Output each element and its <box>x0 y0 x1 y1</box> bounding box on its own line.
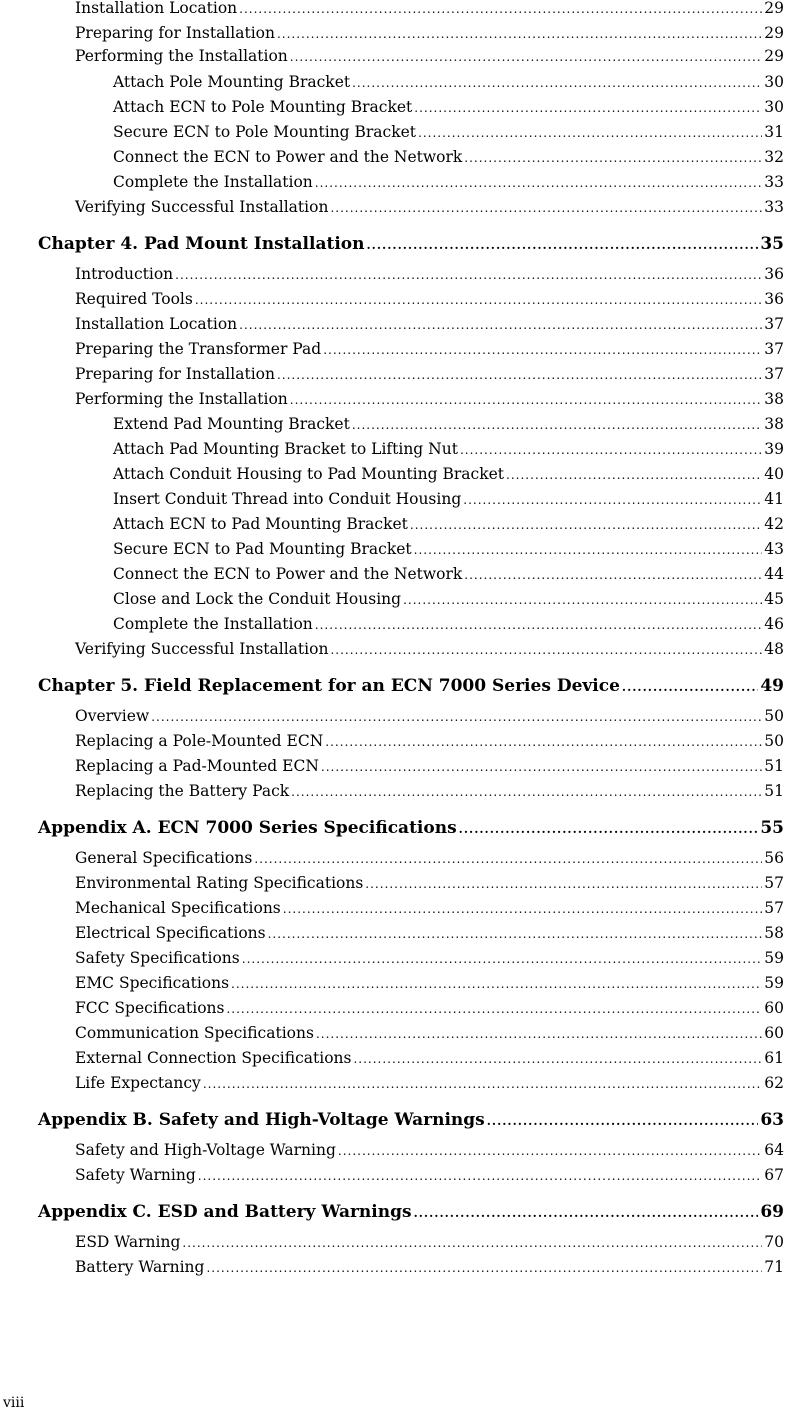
toc-leader <box>330 198 762 218</box>
toc-entry-page: 49 <box>760 676 784 696</box>
toc-entry-title: Verifying Successful Installation <box>75 198 329 216</box>
toc-entry-title: Performing the Installation <box>75 390 288 408</box>
toc-entry-page: 42 <box>764 515 784 533</box>
toc-entry[interactable] <box>75 1232 784 1253</box>
toc-leader <box>195 290 762 310</box>
toc-entry-title: Safety Warning <box>75 1166 196 1184</box>
toc-entry[interactable] <box>75 1165 784 1186</box>
toc-entry-title: Preparing for Installation <box>75 24 275 42</box>
toc-entry[interactable] <box>113 122 784 143</box>
toc-entry-title: Attach ECN to Pole Mounting Bracket <box>113 98 413 116</box>
toc-leader <box>290 390 762 410</box>
toc-leader <box>239 315 762 335</box>
toc-leader <box>277 24 762 44</box>
toc-leader <box>463 490 762 510</box>
toc-entry-page: 50 <box>764 707 784 725</box>
toc-entry-page: 50 <box>764 732 784 750</box>
toc-entry-page: 37 <box>764 315 784 333</box>
toc-entry-title: ESD Warning <box>75 1233 181 1251</box>
toc-entry-title: Connect the ECN to Power and the Network <box>113 148 463 166</box>
toc-entry[interactable] <box>75 706 784 727</box>
toc-entry-title: Secure ECN to Pole Mounting Bracket <box>113 123 417 141</box>
toc-entry-title: Complete the Installation <box>113 173 313 191</box>
toc-entry-page: 45 <box>764 590 784 608</box>
toc-entry[interactable] <box>75 998 784 1019</box>
toc-entry-title: Mechanical Specifications <box>75 899 281 917</box>
toc-entry[interactable] <box>75 389 784 410</box>
toc-entry-page: 58 <box>764 924 784 942</box>
toc-entry[interactable] <box>75 848 784 869</box>
toc-entry-page: 36 <box>764 290 784 308</box>
toc-leader <box>352 73 762 93</box>
toc-entry-title: Attach ECN to Pad Mounting Bracket <box>113 515 408 533</box>
toc-chapter-heading[interactable] <box>38 676 784 697</box>
toc-entry-page: 32 <box>764 148 784 166</box>
toc-leader <box>353 1049 762 1069</box>
toc-entry-page: 44 <box>764 565 784 583</box>
toc-entry[interactable] <box>113 489 784 510</box>
toc-entry-page: 59 <box>764 974 784 992</box>
toc-entry-title: General Specifications <box>75 849 253 867</box>
toc-entry[interactable] <box>75 1023 784 1044</box>
toc-leader <box>414 540 763 560</box>
toc-entry-page: 46 <box>764 615 784 633</box>
toc-entry-title: Required Tools <box>75 290 193 308</box>
toc-leader <box>315 173 762 193</box>
toc-leader <box>315 615 762 635</box>
toc-leader <box>175 265 762 285</box>
toc-leader <box>291 782 762 802</box>
toc-entry[interactable] <box>75 639 784 660</box>
toc-entry-title: Attach Pole Mounting Bracket <box>113 73 351 91</box>
toc-entry-title: Verifying Successful Installation <box>75 640 329 658</box>
toc-entry-title: Chapter 4. Pad Mount Installation <box>38 234 365 254</box>
toc-chapter-heading[interactable] <box>38 234 784 255</box>
toc-entry-title: Preparing for Installation <box>75 365 275 383</box>
toc-entry-title: Communication Specifications <box>75 1024 314 1042</box>
toc-leader <box>268 924 763 944</box>
toc-leader <box>283 899 763 919</box>
toc-entry-page: 51 <box>764 782 784 800</box>
toc-entry-title: Installation Location <box>75 315 238 333</box>
toc-leader <box>365 874 762 894</box>
toc-entry-page: 62 <box>764 1074 784 1092</box>
toc-entry-title: Connect the ECN to Power and the Network <box>113 565 463 583</box>
toc-entry-page: 48 <box>764 640 784 658</box>
toc-entry-page: 64 <box>764 1141 784 1159</box>
toc-entry-page: 43 <box>764 540 784 558</box>
toc-entry[interactable] <box>75 756 784 777</box>
toc-entry-title: Battery Warning <box>75 1258 205 1276</box>
toc-entry-page: 69 <box>760 1202 784 1222</box>
toc-entry[interactable] <box>75 873 784 894</box>
toc-entry[interactable] <box>113 589 784 610</box>
toc-entry-page: 36 <box>764 265 784 283</box>
toc-entry-title: EMC Specifications <box>75 974 230 992</box>
toc-entry-title: Replacing a Pole-Mounted ECN <box>75 732 324 750</box>
page-number: viii <box>3 1395 25 1411</box>
toc-entry-page: 71 <box>764 1258 784 1276</box>
toc-entry[interactable] <box>113 439 784 460</box>
toc-entry-title: Life Expectancy <box>75 1074 201 1092</box>
toc-entry-title: Complete the Installation <box>113 615 313 633</box>
toc-chapter-heading[interactable] <box>38 818 784 839</box>
toc-leader <box>506 465 762 485</box>
toc-entry-title: Secure ECN to Pad Mounting Bracket <box>113 540 412 558</box>
toc-entry[interactable] <box>113 514 784 535</box>
toc-leader <box>622 677 758 697</box>
toc-entry[interactable] <box>75 264 784 285</box>
toc-entry[interactable] <box>75 973 784 994</box>
toc-entry-title: Chapter 5. Field Replacement for an ECN 7000 Series Device <box>38 676 620 696</box>
toc-entry-page: 57 <box>764 899 784 917</box>
toc-entry-title: Overview <box>75 707 150 725</box>
toc-leader <box>242 949 763 969</box>
toc-leader <box>321 757 762 777</box>
toc-entry[interactable] <box>75 1073 784 1094</box>
toc-entry[interactable] <box>75 781 784 802</box>
toc-entry[interactable] <box>75 1257 784 1278</box>
toc-entry-page: 63 <box>760 1110 784 1130</box>
toc-entry[interactable] <box>113 564 784 585</box>
toc-entry-page: 51 <box>764 757 784 775</box>
toc-entry-title: Insert Conduit Thread into Conduit Housing <box>113 490 462 508</box>
toc-entry-title: Appendix C. ESD and Battery Warnings <box>38 1202 412 1222</box>
toc-entry-page: 61 <box>764 1049 784 1067</box>
toc-entry-page: 30 <box>764 73 784 91</box>
toc-entry-title: Preparing the Transformer Pad <box>75 340 322 358</box>
toc-leader <box>277 365 762 385</box>
toc-leader <box>352 415 762 435</box>
toc-leader <box>226 999 762 1019</box>
toc-entry-title: Close and Lock the Conduit Housing <box>113 590 402 608</box>
toc-entry-title: Replacing a Pad-Mounted ECN <box>75 757 319 775</box>
toc-entry-page: 29 <box>764 47 784 65</box>
toc-entry-page: 39 <box>764 440 784 458</box>
toc-leader <box>254 849 762 869</box>
toc-entry-page: 41 <box>764 490 784 508</box>
toc-entry[interactable] <box>75 314 784 335</box>
toc-leader <box>338 1141 762 1161</box>
toc-entry-title: FCC Specifications <box>75 999 225 1017</box>
toc-entry-page: 33 <box>764 198 784 216</box>
toc-leader <box>418 123 762 143</box>
toc-entry-page: 30 <box>764 98 784 116</box>
toc-entry-page: 60 <box>764 1024 784 1042</box>
toc-entry-page: 38 <box>764 415 784 433</box>
toc-leader <box>239 0 762 19</box>
toc-leader <box>414 98 762 118</box>
toc-leader <box>410 515 762 535</box>
toc-entry-title: Attach Conduit Housing to Pad Mounting Bracket <box>113 465 504 483</box>
toc-entry-title: Performing the Installation <box>75 47 288 65</box>
toc-entry[interactable] <box>75 197 784 218</box>
toc-chapter-heading[interactable] <box>38 1202 784 1223</box>
toc-entry[interactable] <box>75 364 784 385</box>
toc-entry[interactable] <box>75 289 784 310</box>
toc-entry-page: 57 <box>764 874 784 892</box>
toc-entry[interactable] <box>75 898 784 919</box>
toc-entry-page: 29 <box>764 0 784 17</box>
toc-chapter-heading[interactable] <box>38 1110 784 1131</box>
toc-entry[interactable] <box>113 539 784 560</box>
toc-leader <box>198 1166 763 1186</box>
toc-leader <box>464 148 762 168</box>
toc-entry[interactable] <box>75 948 784 969</box>
toc-entry-page: 35 <box>760 234 784 254</box>
toc-leader <box>325 732 762 752</box>
toc-entry-page: 37 <box>764 365 784 383</box>
toc-leader <box>330 640 762 660</box>
toc-leader <box>460 440 762 460</box>
toc-entry-title: Extend Pad Mounting Bracket <box>113 415 350 433</box>
toc-entry-page: 37 <box>764 340 784 358</box>
toc-entry-title: Safety Specifications <box>75 949 240 967</box>
toc-leader <box>203 1074 762 1094</box>
toc-leader <box>323 340 762 360</box>
toc-leader <box>464 565 762 585</box>
toc-entry-title: Safety and High-Voltage Warning <box>75 1141 336 1159</box>
toc-entry-page: 70 <box>764 1233 784 1251</box>
toc-entry[interactable] <box>75 1048 784 1069</box>
toc-leader <box>367 235 759 255</box>
toc-entry-title: Attach Pad Mounting Bracket to Lifting Nut <box>113 440 458 458</box>
toc-entry[interactable] <box>75 731 784 752</box>
toc-entry-page: 38 <box>764 390 784 408</box>
toc-entry-page: 67 <box>764 1166 784 1184</box>
toc-entry[interactable] <box>75 1140 784 1161</box>
toc-entry[interactable] <box>113 147 784 168</box>
toc-entry[interactable] <box>113 172 784 193</box>
toc-entry-page: 31 <box>764 123 784 141</box>
toc-entry-page: 59 <box>764 949 784 967</box>
toc-entry[interactable] <box>75 923 784 944</box>
toc-leader <box>231 974 762 994</box>
toc-entry[interactable] <box>113 614 784 635</box>
toc-entry-page: 55 <box>760 818 784 838</box>
toc-leader <box>459 819 759 839</box>
toc-entry-title: Appendix A. ECN 7000 Series Specifications <box>38 818 457 838</box>
toc-entry[interactable] <box>75 46 784 67</box>
toc-entry-page: 29 <box>764 24 784 42</box>
toc-entry[interactable] <box>75 0 784 19</box>
toc-entry-page: 56 <box>764 849 784 867</box>
toc-entry-title: Installation Location <box>75 0 238 17</box>
toc-entry-title: External Connection Specifications <box>75 1049 352 1067</box>
toc-leader <box>290 47 762 67</box>
toc-entry[interactable] <box>113 464 784 485</box>
toc-entry-title: Replacing the Battery Pack <box>75 782 290 800</box>
toc-entry[interactable] <box>113 414 784 435</box>
toc-entry-title: Environmental Rating Specifications <box>75 874 364 892</box>
toc-entry[interactable] <box>75 339 784 360</box>
toc-leader <box>151 707 762 727</box>
toc-entry-page: 40 <box>764 465 784 483</box>
toc-entry[interactable] <box>113 97 784 118</box>
toc-entry-page: 33 <box>764 173 784 191</box>
toc-leader <box>182 1233 762 1253</box>
toc-entry-page: 60 <box>764 999 784 1017</box>
toc-entry-title: Appendix B. Safety and High-Voltage Warnings <box>38 1110 485 1130</box>
toc-leader <box>316 1024 762 1044</box>
toc-entry[interactable] <box>75 23 784 44</box>
toc-leader <box>403 590 762 610</box>
toc-leader <box>487 1111 759 1131</box>
toc-leader <box>414 1203 759 1223</box>
toc-entry[interactable] <box>113 72 784 93</box>
toc-leader <box>206 1258 762 1278</box>
toc-entry-title: Introduction <box>75 265 174 283</box>
toc-entry-title: Electrical Specifications <box>75 924 266 942</box>
